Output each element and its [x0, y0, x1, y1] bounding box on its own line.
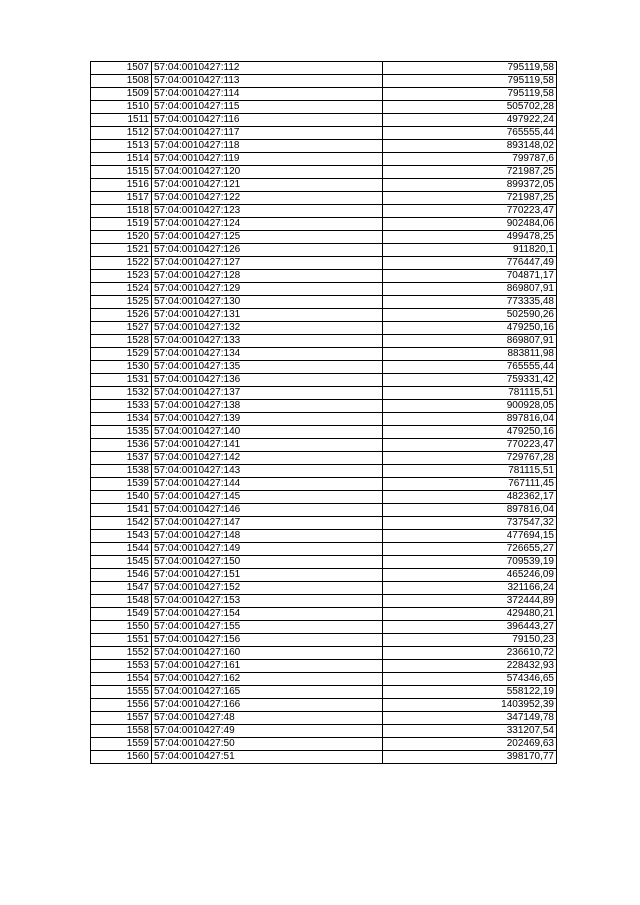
cadastral-number-cell: 57:04:0010427:113: [152, 75, 383, 88]
cadastral-number-cell: 57:04:0010427:126: [152, 244, 383, 257]
table-row: [91, 504, 557, 517]
cadastral-number-cell: 57:04:0010427:153: [152, 595, 383, 608]
row-number-cell: 1555: [91, 686, 152, 699]
cadastral-number-cell: 57:04:0010427:156: [152, 634, 383, 647]
row-number-cell: 1527: [91, 322, 152, 335]
row-number-cell: 1512: [91, 127, 152, 140]
cadastral-value-cell: 781115,51: [383, 387, 557, 400]
cadastral-number-cell: 57:04:0010427:136: [152, 374, 383, 387]
cadastral-value-cell: 429480,21: [383, 608, 557, 621]
cadastral-number-cell: 57:04:0010427:142: [152, 452, 383, 465]
table-row: [91, 699, 557, 712]
cadastral-value-cell: 347149,78: [383, 712, 557, 725]
cadastral-value-cell: 899372,05: [383, 179, 557, 192]
table-row: [91, 88, 557, 101]
table-row: [91, 140, 557, 153]
cadastral-value-cell: 479250,16: [383, 322, 557, 335]
table-row: [91, 62, 557, 75]
cadastral-number-cell: 57:04:0010427:132: [152, 322, 383, 335]
table-row: [91, 374, 557, 387]
table-row: [91, 491, 557, 504]
row-number-cell: 1537: [91, 452, 152, 465]
row-number-cell: 1557: [91, 712, 152, 725]
cadastral-value-cell: 765555,44: [383, 361, 557, 374]
row-number-cell: 1534: [91, 413, 152, 426]
cadastral-number-cell: 57:04:0010427:162: [152, 673, 383, 686]
cadastral-number-cell: 57:04:0010427:130: [152, 296, 383, 309]
table-row: [91, 296, 557, 309]
cadastral-value-cell: 482362,17: [383, 491, 557, 504]
cadastral-number-cell: 57:04:0010427:49: [152, 725, 383, 738]
cadastral-number-cell: 57:04:0010427:118: [152, 140, 383, 153]
table-row: [91, 413, 557, 426]
cadastral-value-cell: 770223,47: [383, 439, 557, 452]
cadastral-value-cell: 911820,1: [383, 244, 557, 257]
cadastral-number-cell: 57:04:0010427:160: [152, 647, 383, 660]
table-row: [91, 153, 557, 166]
row-number-cell: 1548: [91, 595, 152, 608]
table-row: [91, 569, 557, 582]
row-number-cell: 1530: [91, 361, 152, 374]
row-number-cell: 1533: [91, 400, 152, 413]
cadastral-value-cell: 331207,54: [383, 725, 557, 738]
cadastral-value-cell: 721987,25: [383, 166, 557, 179]
row-number-cell: 1522: [91, 257, 152, 270]
cadastral-value-cell: 497922,24: [383, 114, 557, 127]
row-number-cell: 1514: [91, 153, 152, 166]
row-number-cell: 1518: [91, 205, 152, 218]
table-row: [91, 725, 557, 738]
cadastral-number-cell: 57:04:0010427:138: [152, 400, 383, 413]
cadastral-value-table: [90, 61, 557, 764]
row-number-cell: 1542: [91, 517, 152, 530]
cadastral-number-cell: 57:04:0010427:148: [152, 530, 383, 543]
row-number-cell: 1508: [91, 75, 152, 88]
cadastral-value-cell: 499478,25: [383, 231, 557, 244]
cadastral-value-cell: 900928,05: [383, 400, 557, 413]
row-number-cell: 1550: [91, 621, 152, 634]
row-number-cell: 1515: [91, 166, 152, 179]
row-number-cell: 1532: [91, 387, 152, 400]
cadastral-number-cell: 57:04:0010427:152: [152, 582, 383, 595]
cadastral-value-cell: 505702,28: [383, 101, 557, 114]
table-row: [91, 673, 557, 686]
cadastral-value-cell: 502590,26: [383, 309, 557, 322]
table-row: [91, 712, 557, 725]
cadastral-number-cell: 57:04:0010427:124: [152, 218, 383, 231]
row-number-cell: 1543: [91, 530, 152, 543]
table-row: [91, 114, 557, 127]
row-number-cell: 1531: [91, 374, 152, 387]
cadastral-value-cell: 737547,32: [383, 517, 557, 530]
table-row: [91, 530, 557, 543]
cadastral-value-cell: 765555,44: [383, 127, 557, 140]
cadastral-number-cell: 57:04:0010427:143: [152, 465, 383, 478]
table-row: [91, 660, 557, 673]
table-row: [91, 621, 557, 634]
cadastral-value-cell: 773335,48: [383, 296, 557, 309]
cadastral-number-cell: 57:04:0010427:51: [152, 751, 383, 764]
cadastral-number-cell: 57:04:0010427:140: [152, 426, 383, 439]
cadastral-number-cell: 57:04:0010427:141: [152, 439, 383, 452]
row-number-cell: 1547: [91, 582, 152, 595]
cadastral-value-cell: 558122,19: [383, 686, 557, 699]
cadastral-value-cell: 795119,58: [383, 88, 557, 101]
cadastral-number-cell: 57:04:0010427:150: [152, 556, 383, 569]
cadastral-value-cell: 726655,27: [383, 543, 557, 556]
cadastral-number-cell: 57:04:0010427:161: [152, 660, 383, 673]
table-row: [91, 738, 557, 751]
cadastral-number-cell: 57:04:0010427:121: [152, 179, 383, 192]
table-row: [91, 335, 557, 348]
row-number-cell: 1549: [91, 608, 152, 621]
row-number-cell: 1536: [91, 439, 152, 452]
cadastral-number-cell: 57:04:0010427:125: [152, 231, 383, 244]
cadastral-value-cell: 202469,63: [383, 738, 557, 751]
table-row: [91, 192, 557, 205]
cadastral-number-cell: 57:04:0010427:144: [152, 478, 383, 491]
cadastral-value-cell: 897816,04: [383, 504, 557, 517]
cadastral-number-cell: 57:04:0010427:135: [152, 361, 383, 374]
cadastral-value-cell: 465246,09: [383, 569, 557, 582]
cadastral-value-cell: 721987,25: [383, 192, 557, 205]
table-row: [91, 127, 557, 140]
cadastral-number-cell: 57:04:0010427:115: [152, 101, 383, 114]
row-number-cell: 1517: [91, 192, 152, 205]
row-number-cell: 1524: [91, 283, 152, 296]
cadastral-value-cell: 902484,06: [383, 218, 557, 231]
table-row: [91, 166, 557, 179]
cadastral-number-cell: 57:04:0010427:146: [152, 504, 383, 517]
table-row: [91, 218, 557, 231]
cadastral-number-cell: 57:04:0010427:120: [152, 166, 383, 179]
cadastral-value-cell: 236610,72: [383, 647, 557, 660]
cadastral-value-cell: 776447,49: [383, 257, 557, 270]
table-row: [91, 686, 557, 699]
row-number-cell: 1556: [91, 699, 152, 712]
row-number-cell: 1558: [91, 725, 152, 738]
cadastral-value-cell: 574346,65: [383, 673, 557, 686]
row-number-cell: 1553: [91, 660, 152, 673]
row-number-cell: 1540: [91, 491, 152, 504]
cadastral-number-cell: 57:04:0010427:151: [152, 569, 383, 582]
table-row: [91, 465, 557, 478]
cadastral-number-cell: 57:04:0010427:116: [152, 114, 383, 127]
cadastral-value-cell: 729767,28: [383, 452, 557, 465]
cadastral-number-cell: 57:04:0010427:165: [152, 686, 383, 699]
cadastral-number-cell: 57:04:0010427:145: [152, 491, 383, 504]
cadastral-number-cell: 57:04:0010427:149: [152, 543, 383, 556]
table-body: [91, 62, 557, 764]
table-row: [91, 309, 557, 322]
cadastral-number-cell: 57:04:0010427:122: [152, 192, 383, 205]
cadastral-number-cell: 57:04:0010427:147: [152, 517, 383, 530]
cadastral-number-cell: 57:04:0010427:133: [152, 335, 383, 348]
table-row: [91, 517, 557, 530]
row-number-cell: 1519: [91, 218, 152, 231]
cadastral-number-cell: 57:04:0010427:139: [152, 413, 383, 426]
row-number-cell: 1520: [91, 231, 152, 244]
table-row: [91, 257, 557, 270]
table-row: [91, 478, 557, 491]
cadastral-value-cell: 770223,47: [383, 205, 557, 218]
row-number-cell: 1560: [91, 751, 152, 764]
row-number-cell: 1523: [91, 270, 152, 283]
row-number-cell: 1538: [91, 465, 152, 478]
cadastral-value-cell: 396443,27: [383, 621, 557, 634]
row-number-cell: 1551: [91, 634, 152, 647]
cadastral-value-cell: 79150,23: [383, 634, 557, 647]
table-row: [91, 179, 557, 192]
row-number-cell: 1535: [91, 426, 152, 439]
cadastral-value-cell: 869807,91: [383, 335, 557, 348]
row-number-cell: 1546: [91, 569, 152, 582]
cadastral-number-cell: 57:04:0010427:154: [152, 608, 383, 621]
row-number-cell: 1554: [91, 673, 152, 686]
row-number-cell: 1539: [91, 478, 152, 491]
row-number-cell: 1559: [91, 738, 152, 751]
row-number-cell: 1511: [91, 114, 152, 127]
cadastral-number-cell: 57:04:0010427:128: [152, 270, 383, 283]
table-row: [91, 582, 557, 595]
row-number-cell: 1521: [91, 244, 152, 257]
table-row: [91, 348, 557, 361]
cadastral-number-cell: 57:04:0010427:131: [152, 309, 383, 322]
row-number-cell: 1526: [91, 309, 152, 322]
table-row: [91, 322, 557, 335]
row-number-cell: 1544: [91, 543, 152, 556]
table-row: [91, 647, 557, 660]
cadastral-number-cell: 57:04:0010427:166: [152, 699, 383, 712]
cadastral-value-cell: 372444,89: [383, 595, 557, 608]
cadastral-value-cell: 795119,58: [383, 75, 557, 88]
cadastral-value-cell: 883811,98: [383, 348, 557, 361]
cadastral-value-cell: 398170,77: [383, 751, 557, 764]
cadastral-value-cell: 767111,45: [383, 478, 557, 491]
cadastral-value-cell: 321166,24: [383, 582, 557, 595]
cadastral-value-cell: 759331,42: [383, 374, 557, 387]
row-number-cell: 1516: [91, 179, 152, 192]
row-number-cell: 1525: [91, 296, 152, 309]
row-number-cell: 1529: [91, 348, 152, 361]
cadastral-number-cell: 57:04:0010427:114: [152, 88, 383, 101]
row-number-cell: 1552: [91, 647, 152, 660]
cadastral-number-cell: 57:04:0010427:134: [152, 348, 383, 361]
table-row: [91, 270, 557, 283]
table-row: [91, 608, 557, 621]
cadastral-value-cell: 704871,17: [383, 270, 557, 283]
table-row: [91, 400, 557, 413]
table-row: [91, 634, 557, 647]
row-number-cell: 1541: [91, 504, 152, 517]
row-number-cell: 1513: [91, 140, 152, 153]
cadastral-value-cell: 479250,16: [383, 426, 557, 439]
cadastral-value-cell: 477694,15: [383, 530, 557, 543]
cadastral-value-cell: 709539,19: [383, 556, 557, 569]
row-number-cell: 1510: [91, 101, 152, 114]
table-row: [91, 101, 557, 114]
table-row: [91, 439, 557, 452]
cadastral-value-cell: 897816,04: [383, 413, 557, 426]
cadastral-value-cell: 893148,02: [383, 140, 557, 153]
cadastral-value-cell: 228432,93: [383, 660, 557, 673]
row-number-cell: 1509: [91, 88, 152, 101]
cadastral-number-cell: 57:04:0010427:127: [152, 257, 383, 270]
cadastral-number-cell: 57:04:0010427:137: [152, 387, 383, 400]
table-row: [91, 452, 557, 465]
cadastral-number-cell: 57:04:0010427:123: [152, 205, 383, 218]
cadastral-number-cell: 57:04:0010427:48: [152, 712, 383, 725]
table-row: [91, 543, 557, 556]
table-row: [91, 556, 557, 569]
cadastral-number-cell: 57:04:0010427:112: [152, 62, 383, 75]
cadastral-number-cell: 57:04:0010427:129: [152, 283, 383, 296]
row-number-cell: 1528: [91, 335, 152, 348]
cadastral-value-cell: 1403952,39: [383, 699, 557, 712]
table-row: [91, 283, 557, 296]
table-row: [91, 361, 557, 374]
cadastral-value-cell: 795119,58: [383, 62, 557, 75]
table-row: [91, 387, 557, 400]
table-row: [91, 244, 557, 257]
cadastral-number-cell: 57:04:0010427:155: [152, 621, 383, 634]
row-number-cell: 1507: [91, 62, 152, 75]
table-row: [91, 426, 557, 439]
cadastral-number-cell: 57:04:0010427:50: [152, 738, 383, 751]
cadastral-value-cell: 781115,51: [383, 465, 557, 478]
table-row: [91, 205, 557, 218]
table-row: [91, 75, 557, 88]
table-row: [91, 595, 557, 608]
cadastral-number-cell: 57:04:0010427:119: [152, 153, 383, 166]
row-number-cell: 1545: [91, 556, 152, 569]
table-row: [91, 231, 557, 244]
cadastral-number-cell: 57:04:0010427:117: [152, 127, 383, 140]
cadastral-value-cell: 869807,91: [383, 283, 557, 296]
cadastral-value-cell: 799787,6: [383, 153, 557, 166]
table-row: [91, 751, 557, 764]
